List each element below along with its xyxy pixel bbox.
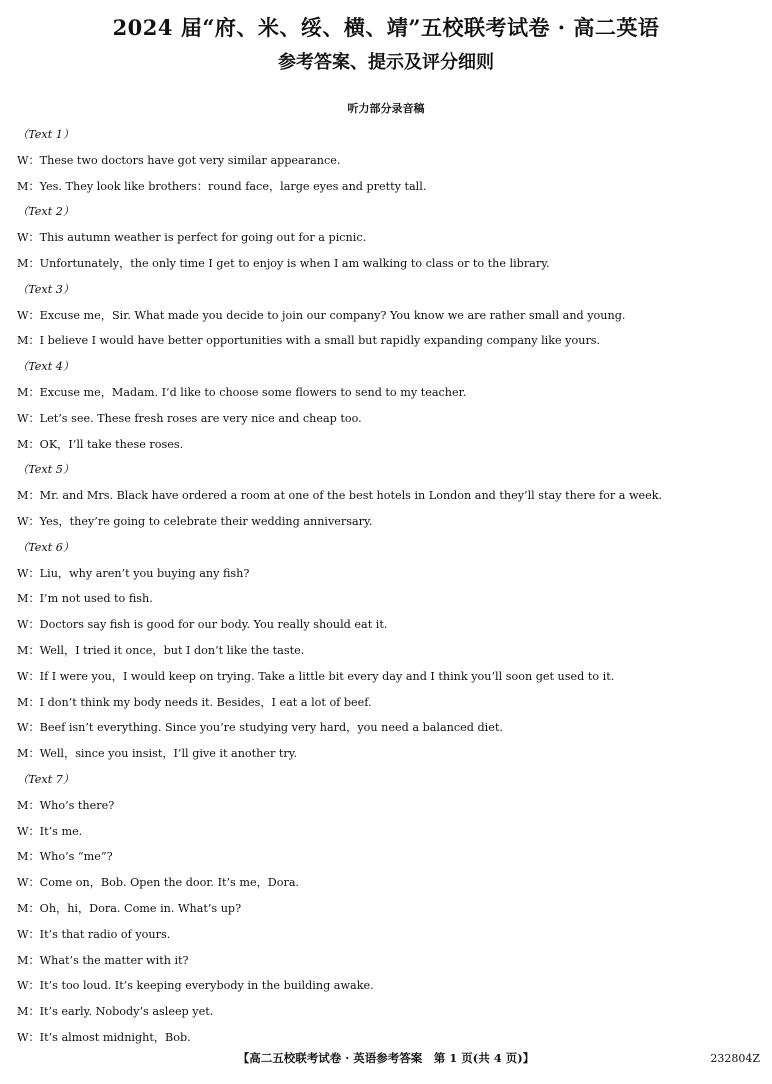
text-label: （Text 4） <box>17 360 75 374</box>
dialogue-line: M：Who’s there? <box>17 798 115 812</box>
dialogue-line: M：Oh，hi，Dora. Come in. What’s up? <box>17 901 242 915</box>
text-label: （Text 2） <box>17 205 75 219</box>
document-title: 2024 届“府、米、绥、横、靖”五校联考试卷 · 高二英语 <box>112 15 660 40</box>
document-subtitle: 参考答案、提示及评分细则 <box>278 52 494 73</box>
text-label: （Text 6） <box>17 540 75 554</box>
dialogue-line: M：Yes. They look like brothers：round face，large eyes and pretty tall. <box>17 179 427 193</box>
dialogue-line: M：What’s the matter with it? <box>17 953 189 967</box>
dialogue-line: M：Mr. and Mrs. Black have ordered a room at one of the best hotels in London and they’ll stay there for a week. <box>17 489 663 503</box>
dialogue-line: W：Yes，they’re going to celebrate their wedding anniversary. <box>17 514 373 528</box>
dialogue-line: M：Well，since you insist，I’ll give it another try. <box>17 747 298 761</box>
dialogue-line: W：Doctors say fish is good for our body. You really should eat it. <box>17 618 388 632</box>
dialogue-line: M：Who’s “me”? <box>17 850 113 864</box>
dialogue-line: W：Let’s see. These fresh roses are very nice and cheap too. <box>17 411 362 425</box>
text-label: （Text 5） <box>17 463 75 477</box>
dialogue-line: M：I’m not used to fish. <box>17 592 153 606</box>
dialogue-line: W：It’s almost midnight，Bob. <box>17 1030 191 1044</box>
section-title: 听力部分录音稿 <box>347 102 425 115</box>
dialogue-line: W：It’s that radio of yours. <box>17 927 171 941</box>
dialogue-line: W：These two doctors have got very similar appearance. <box>17 153 341 167</box>
dialogue-line: W：Liu，why aren’t you buying any fish? <box>17 566 250 580</box>
text-label: （Text 3） <box>17 282 75 296</box>
document-code: 232804Z <box>710 1052 760 1065</box>
dialogue-line: M：Well，I tried it once，but I don’t like the taste. <box>17 643 305 657</box>
dialogue-line: M：Unfortunately，the only time I get to enjoy is when I am walking to class or to the library. <box>17 256 550 270</box>
text-label: （Text 1） <box>17 128 75 141</box>
dialogue-line: M：I believe I would have better opportunities with a small but rapidly expanding company like yours. <box>17 334 601 348</box>
text-label: （Text 7） <box>17 772 75 786</box>
transcript-list <box>17 122 757 1051</box>
dialogue-line: W：It’s too loud. It’s keeping everybody in the building awake. <box>17 979 374 993</box>
dialogue-line: M：Excuse me，Madam. I’d like to choose some flowers to send to my teacher. <box>17 385 467 399</box>
page-footer: 【高二五校联考试卷 · 英语参考答案 第 1 页(共 4 页)】 <box>237 1051 535 1065</box>
dialogue-line: W：This autumn weather is perfect for going out for a picnic. <box>17 231 367 245</box>
dialogue-line: W：Come on，Bob. Open the door. It’s me，Dora. <box>17 876 300 890</box>
dialogue-line: W：Beef isn’t everything. Since you’re studying very hard，you need a balanced diet. <box>17 721 503 735</box>
dialogue-line: M：I don’t think my body needs it. Besides，I eat a lot of beef. <box>17 695 372 709</box>
dialogue-line: M：It’s early. Nobody’s asleep yet. <box>17 1005 214 1019</box>
dialogue-line: M：OK，I’ll take these roses. <box>17 437 184 451</box>
dialogue-line: W：If I were you，I would keep on trying. Take a little bit every day and I think you’ll soon get used to it. <box>17 669 615 683</box>
dialogue-line: W：Excuse me，Sir. What made you decide to join our company? You know we are rather small and young. <box>17 308 626 322</box>
dialogue-line: W：It’s me. <box>17 824 83 838</box>
